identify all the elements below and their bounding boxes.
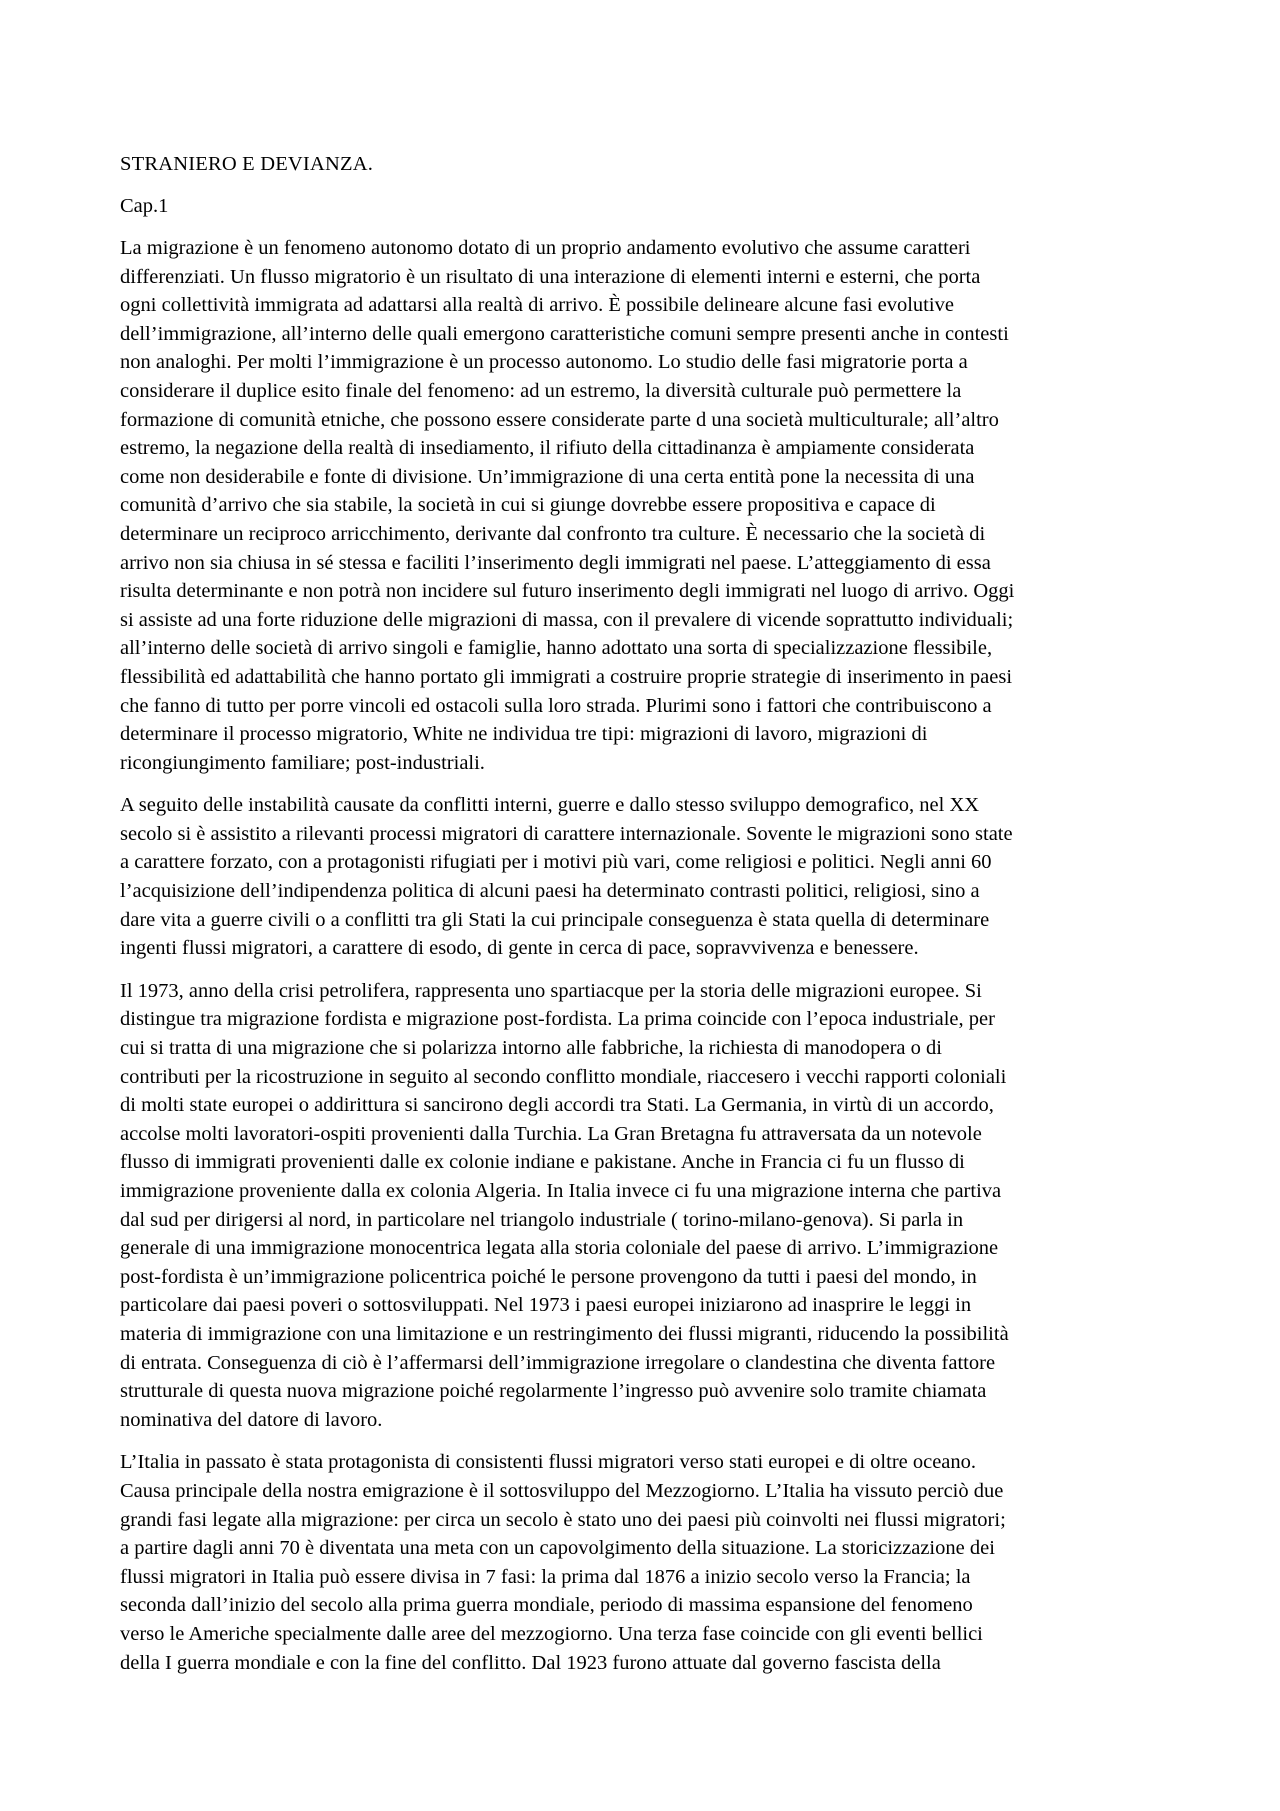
paragraph-1: La migrazione è un fenomeno autonomo dotato di un proprio andamento evolutivo che assume caratteri differenziati. Un flusso migratorio è un risultato di una interazione di elementi interni e esterni, che porta ogni collettività immigrata ad adattarsi alla realtà di arrivo. È possibile delineare alcune fasi evolutive dell’immigrazione, all’interno delle quali emergono caratteristiche comuni sempre presenti anche in contesti non analoghi. Per molti l’immigrazione è un processo autonomo. Lo studio delle fasi migratorie porta a considerare il duplice esito finale del fenomeno: ad un estremo, la diversità culturale può permettere la formazione di comunità etniche, che possono essere considerate parte d una società multiculturale; all’altro estremo, la negazione della realtà di insediamento, il rifiuto della cittadinanza è ampiamente considerata come non desiderabile e fonte di divisione. Un’immigrazione di una certa entità pone la necessita di una comunità d’arrivo che sia stabile, la società in cui si giunge dovrebbe essere propositiva e capace di determinare un reciproco arricchimento, derivante dal confronto tra culture. È necessario che la società di arrivo non sia chiusa in sé stessa e faciliti l’inserimento degli immigrati nel paese. L’atteggiamento di essa risulta determinante e non potrà non incidere sul futuro inserimento degli immigrati nel luogo di arrivo. Oggi si assiste ad una forte riduzione delle migrazioni di massa, con il prevalere di vicende soprattutto individuali; all’interno delle società di arrivo singoli e famiglie, hanno adottato una sorta di specializzazione flessibile, flessibilità ed adattabilità che hanno portato gli immigrati a costruire proprie strategie di inserimento in paesi che fanno di tutto per porre vincoli ed ostacoli sulla loro strada. Plurimi sono i fattori che contribuiscono a determinare il processo migratorio, White ne individua tre tipi: migrazioni di lavoro, migrazioni di ricongiungimento familiare; post-industriali. (120, 237, 1015, 774)
chapter-heading: Cap.1 (120, 195, 169, 217)
document-page (120, 150, 1160, 1710)
paragraph-4: L’Italia in passato è stata protagonista di consistenti flussi migratori verso stati europei e di oltre oceano. Causa principale della nostra emigrazione è il sottosviluppo del Mezzogiorno. L’Italia ha vissuto perciò due grandi fasi legate alla migrazione: per circa un secolo è stato uno dei paesi più coinvolti nei flussi migratori; a partire dagli anni 70 è diventata una meta con un capovolgimento della situazione. La storicizzazione dei flussi migratori in Italia può essere divisa in 7 fasi: la prima dal 1876 a inizio secolo verso la Francia; la seconda dall’inizio del secolo alla prima guerra mondiale, periodo di massima espansione del fenomeno verso le Americhe specialmente dalle aree del mezzogiorno. Una terza fase coincide con gli eventi bellici della I guerra mondiale e con la fine del conflitto. Dal 1923 furono attuate dal governo fascista della (120, 1451, 1006, 1674)
document-title: STRANIERO E DEVIANZA. (120, 153, 374, 175)
paragraph-3: Il 1973, anno della crisi petrolifera, rappresenta uno spartiacque per la storia delle migrazioni europee. Si distingue tra migrazione fordista e migrazione post-fordista. La prima coincide con l’epoca industriale, per cui si tratta di una migrazione che si polarizza intorno alle fabbriche, la richiesta di manodopera o di contributi per la ricostruzione in seguito al secondo conflitto mondiale, riaccesero i vecchi rapporti coloniali di molti state europei o addirittura si sancirono degli accordi tra Stati. La Germania, in virtù di un accordo, accolse molti lavoratori-ospiti provenienti dalla Turchia. La Gran Bretagna fu attraversata da un notevole flusso di immigrati provenienti dalle ex colonie indiane e pakistane. Anche in Francia ci fu un flusso di immigrazione proveniente dalla ex colonia Algeria. In Italia invece ci fu una migrazione interna che partiva dal sud per dirigersi al nord, in particolare nel triangolo industriale ( torino-milano-genova). Si parla in generale di una immigrazione monocentrica legata alla storia coloniale del paese di arrivo. L’immigrazione post-fordista è un’immigrazione policentrica poiché le persone provengono da tutti i paesi del mondo, in particolare dai paesi poveri o sottosviluppati. Nel 1973 i paesi europei iniziarono ad inasprire le leggi in materia di immigrazione con una limitazione e un restringimento dei flussi migranti, riducendo la possibilità di entrata. Conseguenza di ciò è l’affermarsi dell’immigrazione irregolare o clandestina che diventa fattore strutturale di questa nuova migrazione poiché regolarmente l’ingresso può avvenire solo tramite chiamata nominativa del datore di lavoro. (120, 979, 1009, 1431)
paragraph-2: A seguito delle instabilità causate da conflitti interni, guerre e dallo stesso sviluppo demografico, nel XX secolo si è assistito a rilevanti processi migratori di carattere internazionale. Sovente le migrazioni sono state a carattere forzato, con a protagonisti rifugiati per i motivi più vari, come religiosi e politici. Negli anni 60 l’acquisizione dell’indipendenza politica di alcuni paesi ha determinato contrasti politici, religiosi, sino a dare vita a guerre civili o a conflitti tra gli Stati la cui principale conseguenza è stata quella di determinare ingenti flussi migratori, a carattere di esodo, di gente in cerca di pace, sopravvivenza e benessere. (120, 794, 1013, 960)
